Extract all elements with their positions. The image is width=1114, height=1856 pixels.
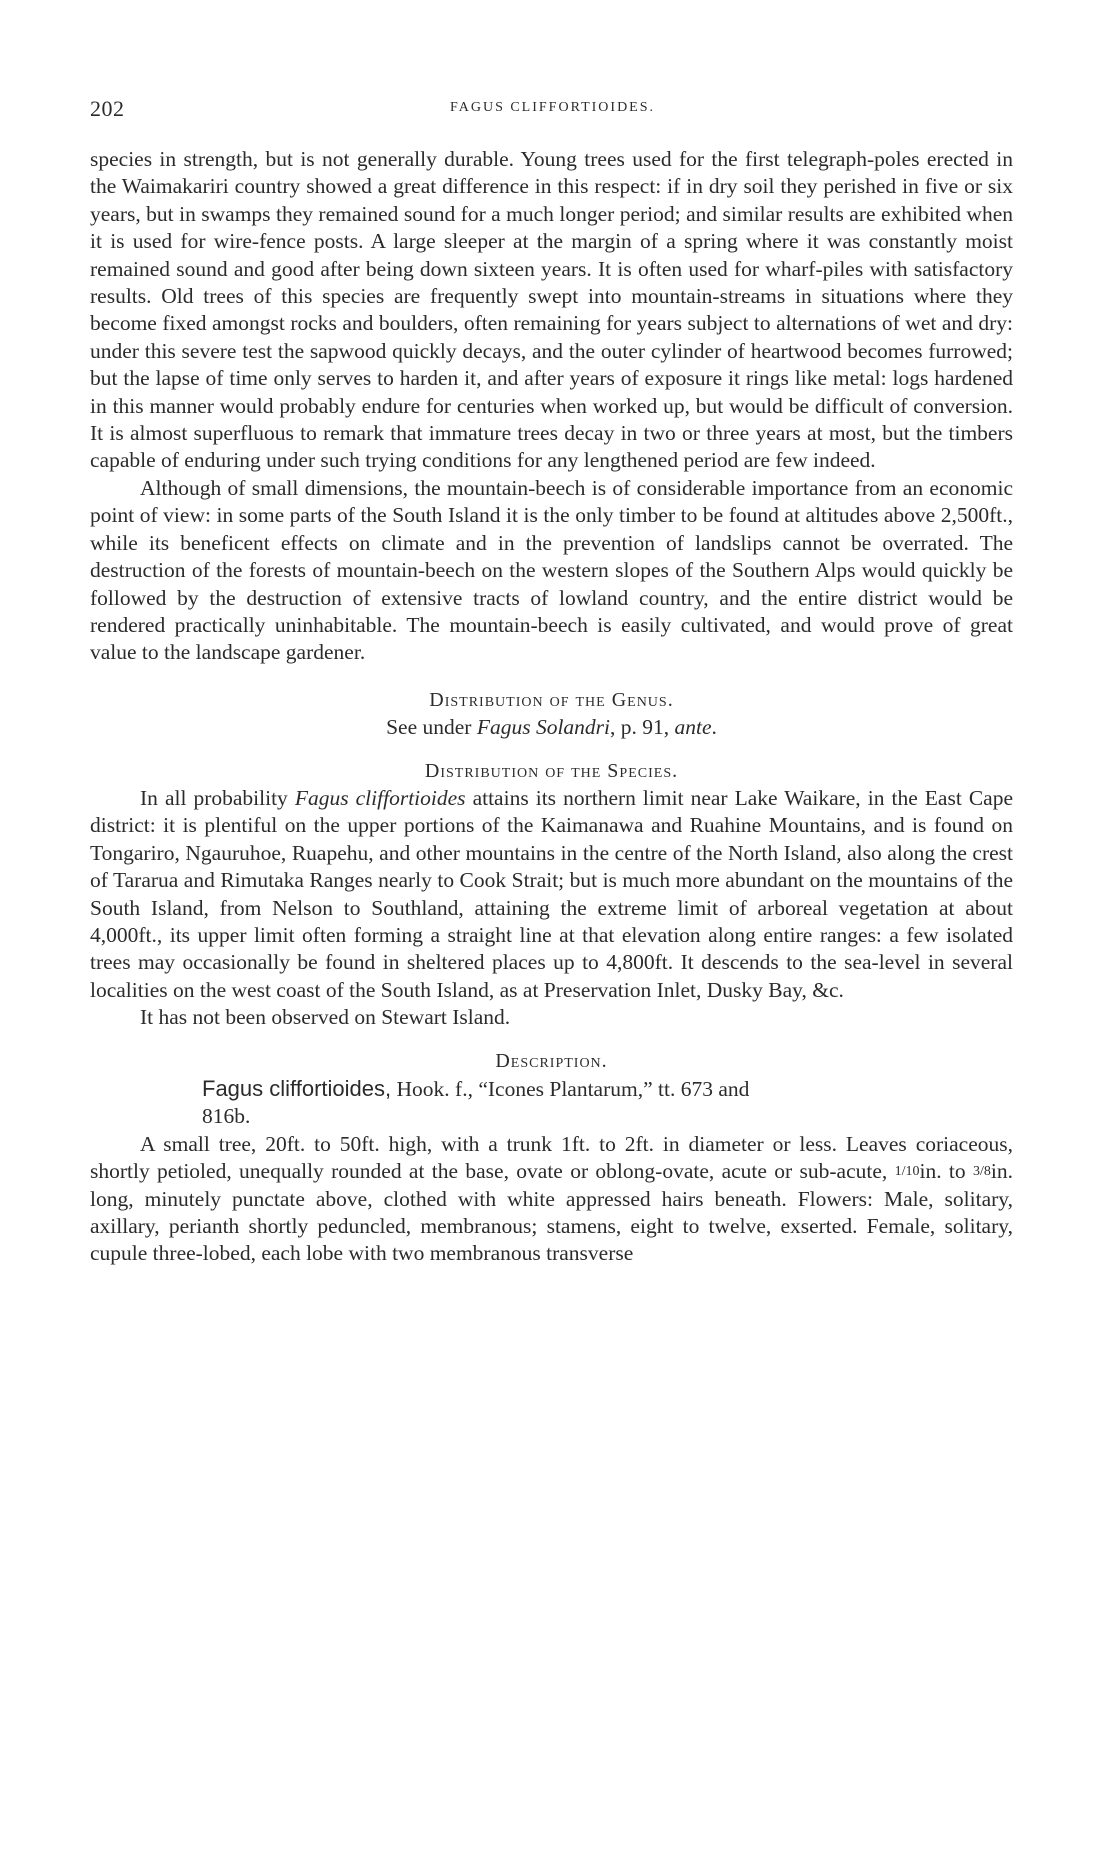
paragraph-durability: species in strength, but is not generally durable. Young trees used for the first telegraph-poles erected in the Waimakariri country showed a great difference in this respect: if in dry soil they perished in five or six years, but in swamps they remained sound for a much longer period; and similar results are exhibited when it is used for wire-fence posts. A large sleeper at the margin of a spring where it was constantly moist remained sound and good after being down sixteen years. It is often used for wharf-piles with satisfactory results. Old trees of this species are frequently swept into mountain-streams in situations where they become fixed amongst rocks and boulders, often remaining for years subject to alternations of wet and dry: under this severe test the sapwood quickly decays, and the outer cylinder of heartwood becomes furrowed; but the lapse of time only serves to harden it, and after years of exposure it rings like metal: logs hardened in this manner would probably endure for centuries when worked up, but would be difficult of conversion. It is almost superfluous to remark that immature trees decay in two or three years at most, but the timbers capable of enduring under such trying conditions for any lengthened period are few indeed.: [90, 147, 1013, 473]
distribution-prefix: In all probability: [140, 785, 295, 810]
see-species-name: Fagus Solandri: [476, 715, 611, 740]
page-body: [90, 146, 1013, 1268]
species-name: Fagus cliffortioides,: [202, 1076, 392, 1101]
page-number: 202: [90, 96, 125, 121]
paragraph-description: [90, 1131, 1013, 1268]
see-prefix: See under: [386, 715, 477, 740]
see-page: , p. 91,: [610, 715, 675, 740]
description-text-b: in. to: [919, 1159, 973, 1184]
see-ante: ante: [674, 715, 712, 740]
running-head: FAGUS CLIFFORTIOIDES.: [449, 100, 656, 115]
heading-distribution-genus: Distribution of the Genus.: [429, 688, 674, 711]
see-end: .: [711, 715, 717, 740]
citation-continuation: 816b.: [202, 1104, 251, 1129]
species-citation: [90, 1075, 1013, 1103]
description-text-a: A small tree, 20ft. to 50ft. high, with a trunk 1ft. to 2ft. in diameter or less. Leaves coriaceous, shortly petioled, unequally rounded at the base, ovate or oblong-ovate, acute or sub-acute,: [90, 1131, 1013, 1184]
citation-text: Hook. f., “Icones Plantarum,” tt. 673 and: [391, 1077, 750, 1101]
distribution-species-name: Fagus cliffortioides: [294, 785, 466, 810]
fraction-one-tenth: 1/10: [894, 1164, 920, 1180]
paragraph-stewart-island: It has not been observed on Stewart Island.: [140, 1005, 511, 1030]
distribution-text: attains its northern limit near Lake Waikare, in the East Cape district: it is plentiful on the upper portions of the Kaimanawa and Ruahine Mountains, and is found on Tongariro, Ngauruhoe, Ruapehu, and other mountains in the centre of the North Island, also along the crest of Tararua and Rimutaka Ranges nearly to Cook Strait; but is much more abundant on the mountains of the South Island, from Nelson to Southland, attaining the extreme limit of arboreal vegetation at about 4,000ft., its upper limit often forming a straight line at that elevation along entire ranges: a few isolated trees may occasionally be found in sheltered places up to 4,800ft. It descends to the sea-level in several localities on the west coast of the South Island, as at Preservation Inlet, Dusky Bay, &c.: [90, 785, 1014, 1002]
fraction-three-eighths: 3/8: [973, 1164, 991, 1180]
see-under-reference: [90, 714, 1013, 741]
paragraph-distribution-species: [90, 785, 1013, 1004]
heading-distribution-species: Distribution of the Species.: [424, 759, 679, 782]
heading-description: Description.: [495, 1049, 608, 1072]
description-text-c: in. long, minutely punctate above, clothed with white appressed hairs beneath. Flowers: Male, solitary, axillary, perianth shortly peduncled, membranous; stamens, eight to twelve, exserted. Female, solitary, cupule three-lobed, each lobe with two membranous transverse: [90, 1159, 1013, 1266]
page-header: [90, 96, 1015, 126]
paragraph-economic-importance: Although of small dimensions, the mountain-beech is of considerable importance from an economic point of view: in some parts of the South Island it is the only timber to be found at altitudes above 2,500ft., while its beneficent effects on climate and in the prevention of landslips cannot be overrated. The destruction of the forests of mountain-beech on the western slopes of the Southern Alps would quickly be followed by the destruction of extensive tracts of lowland country, and the entire district would be rendered practically uninhabitable. The mountain-beech is easily cultivated, and would prove of great value to the landscape gardener.: [90, 475, 1013, 665]
